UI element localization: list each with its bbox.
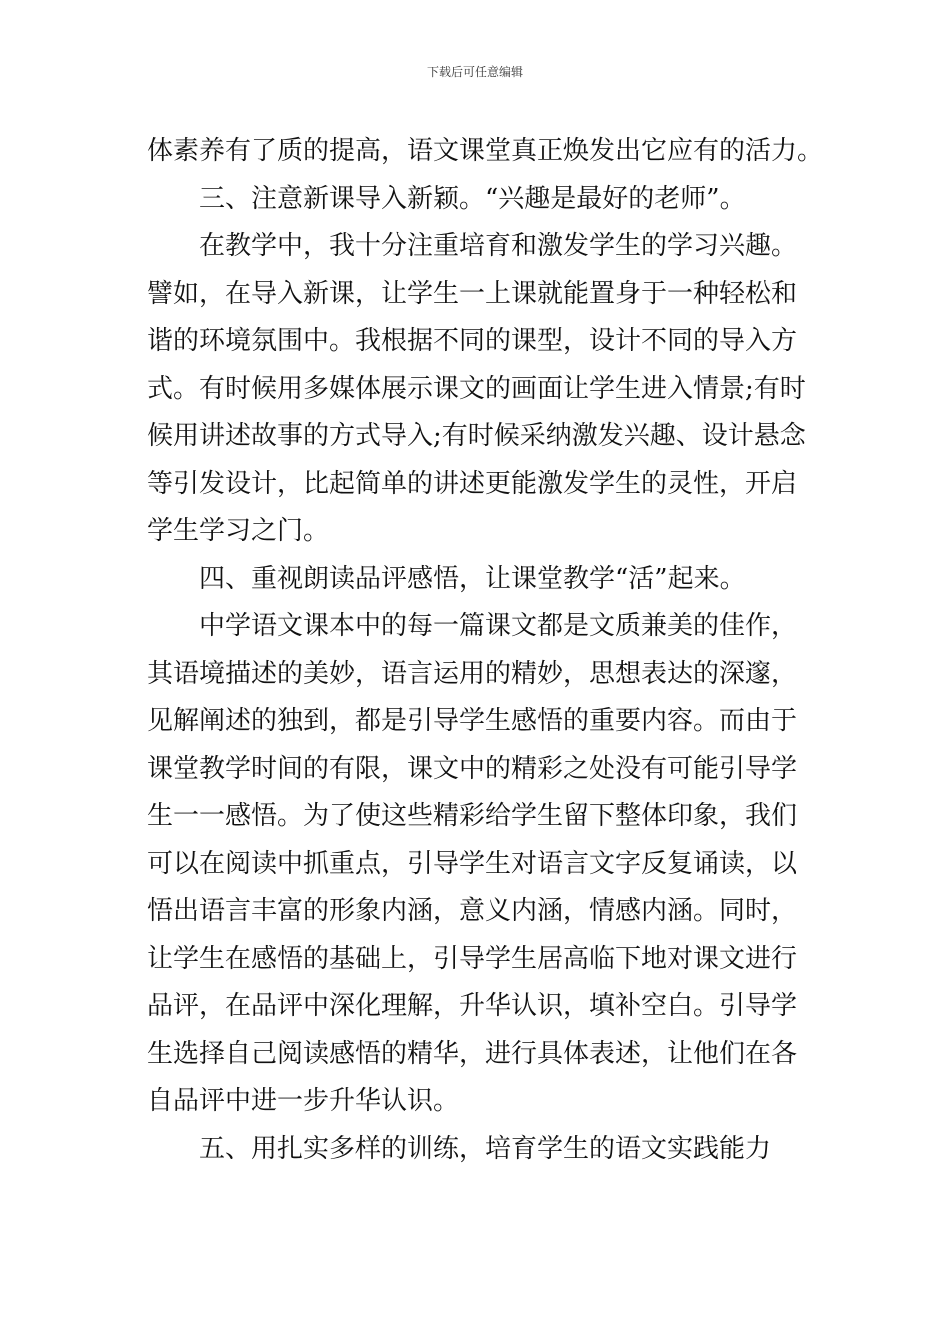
section-heading: 四、重视朗读品评感悟，让课堂教学“活”起来。 bbox=[199, 563, 746, 594]
text-line: 生一一感悟。为了使这些精彩给学生留下整体印象，我们 bbox=[147, 801, 798, 831]
section-heading: 三、注意新课导入新颖。“兴趣是最好的老师”。 bbox=[199, 183, 746, 214]
paragraph-start-line: 在教学中，我十分注重培育和激发学生的学习兴趣。 bbox=[199, 231, 798, 261]
text-line: 候用讲述故事的方式导入;有时候采纳激发兴趣、设计悬念 bbox=[147, 421, 806, 451]
text-line: 自品评中进一步升华认识。 bbox=[147, 1086, 460, 1116]
text-line: 悟出语言丰富的形象内涵，意义内涵，情感内涵。同时， bbox=[147, 896, 798, 926]
text-line: 其语境描述的美妙，语言运用的精妙，思想表达的深邃， bbox=[147, 658, 798, 689]
page-header: 下载后可任意编辑 bbox=[426, 65, 523, 79]
text-line: 生选择自己阅读感悟的精华，进行具体表述，让他们在各 bbox=[147, 1038, 798, 1069]
text-line: 谐的环境氛围中。我根据不同的课型，设计不同的导入方 bbox=[147, 326, 798, 356]
document-body bbox=[147, 128, 824, 1173]
text-line: 体素养有了质的提高，语文课堂真正焕发出它应有的活力。 bbox=[147, 136, 824, 166]
text-line: 学生学习之门。 bbox=[147, 516, 330, 546]
text-line: 见解阐述的独到，都是引导学生感悟的重要内容。而由于 bbox=[147, 706, 798, 736]
text-line: 等引发设计，比起简单的讲述更能激发学生的灵性，开启 bbox=[147, 468, 798, 499]
text-line: 式。有时候用多媒体展示课文的画面让学生进入情景;有时 bbox=[147, 373, 806, 404]
text-line: 品评，在品评中深化理解，升华认识，填补空白。引导学 bbox=[147, 991, 798, 1021]
text-line: 譬如，在导入新课，让学生一上课就能置身于一种轻松和 bbox=[147, 278, 798, 309]
text-line: 让学生在感悟的基础上，引导学生居高临下地对课文进行 bbox=[147, 943, 798, 974]
section-heading: 五、用扎实多样的训练，培育学生的语文实践能力 bbox=[199, 1133, 772, 1164]
paragraph-start-line: 中学语文课本中的每一篇课文都是文质兼美的佳作， bbox=[199, 611, 798, 641]
text-line: 可以在阅读中抓重点，引导学生对语言文字反复诵读，以 bbox=[147, 848, 798, 879]
text-line: 课堂教学时间的有限，课文中的精彩之处没有可能引导学 bbox=[147, 753, 798, 784]
